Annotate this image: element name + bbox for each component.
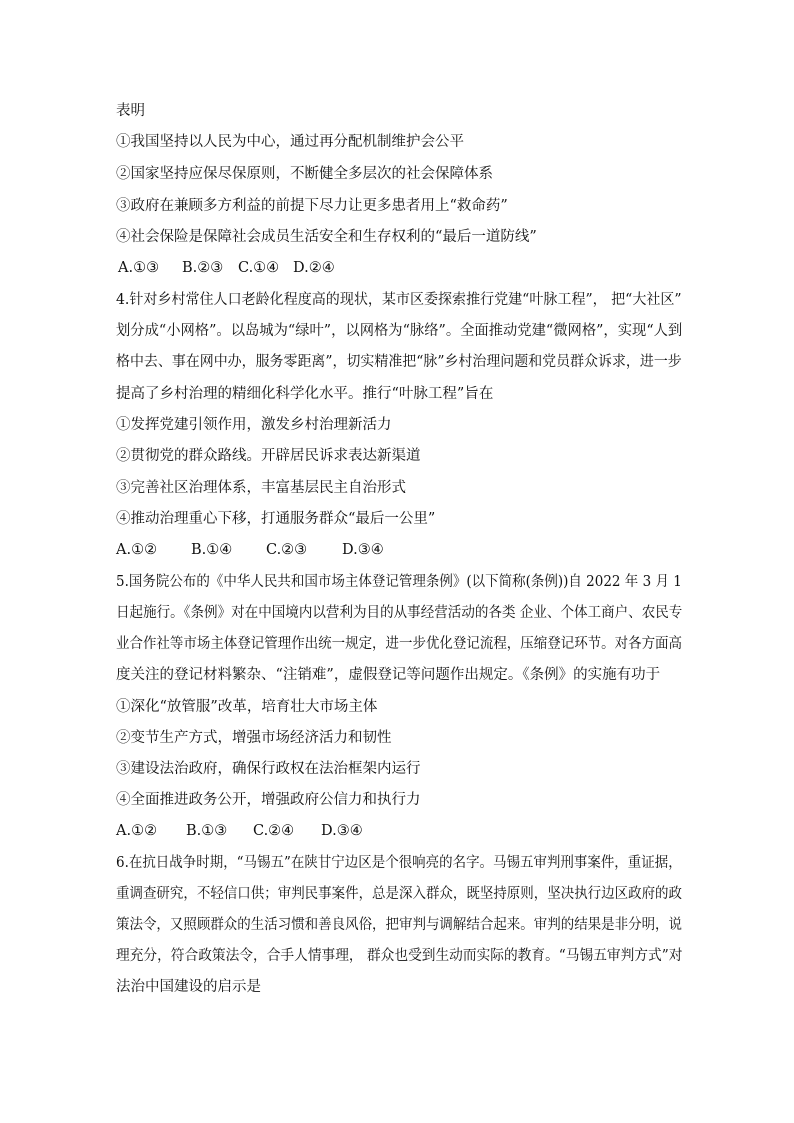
- q4-answer-b: B.①④: [191, 542, 233, 558]
- q6-stem-line-2: 重调查研究，不轻信口供；审判民事案件，总是深入群众，既坚持原则，坚决执行边区政府的政: [116, 886, 683, 902]
- q6-stem-line-3: 策法令，又照顾群众的生活习惯和善良风俗，把审判与调解结合起来。审判的结果是非分明，说: [116, 917, 683, 933]
- q5-answer-a: A.①②: [116, 823, 158, 839]
- q5-stem-line-3: 业合作社等市场主体登记管理作出统一规定，进一步优化登记流程，压缩登记环节。对各方面高: [116, 636, 683, 652]
- q6-stem-line-5: 法治中国建设的启示是: [116, 979, 261, 995]
- q4-option-2: ②贯彻党的群众路线。开辟居民诉求表达新渠道: [116, 448, 421, 464]
- q4-stem-line-1: 4.针对乡村常住人口老龄化程度高的现状，某市区委探索推行党建“叶脉工程”， 把“大社区”: [116, 292, 682, 308]
- q4-option-1: ①发挥党建引领作用，激发乡村治理新活力: [116, 417, 392, 433]
- q6-stem-line-4: 理充分，符合政策法令，合手人情事理， 群众也受到生动而实际的教育。“马锡五审判方式”对: [116, 948, 683, 964]
- q3-answer-b: B.②③: [182, 260, 224, 276]
- q5-option-1: ①深化“放管服”改革，培育壮大市场主体: [116, 699, 378, 715]
- q4-option-3: ③完善社区治理体系，丰富基层民主自治形式: [116, 480, 406, 496]
- q5-stem-line-2: 日起施行。《条例》对在中国境内以营利为目的从事经营活动的各类 企业、个体工商户、农民专: [116, 605, 683, 621]
- q5-option-3: ③建设法治政府，确保行政权在法治框架内运行: [116, 761, 421, 777]
- q5-answer-c: C.②④: [253, 823, 295, 839]
- q4-stem-line-2: 划分成“小网格”。以岛城为“绿叶”，以网格为“脉络”。全面推动党建“微网格”，实现“人到: [116, 323, 683, 339]
- q5-option-4: ④全面推进政务公开，增强政府公信力和执行力: [116, 792, 421, 808]
- q4-stem-line-3: 格中去、事在网中办，服务零距离”，切实精准把“脉”乡村治理问题和党员群众诉求，进一步: [116, 354, 682, 370]
- q3-option-4: ④社会保险是保障社会成员生活安全和生存权利的“最后一道防线”: [116, 229, 537, 245]
- q6-stem-line-1: 6.在抗日战争时期，“马锡五”在陕甘宁边区是个很响亮的名字。马锡五审判刑事案件，重证据，: [116, 855, 682, 871]
- q4-stem-line-4: 提高了乡村治理的精细化科学化水平。推行“叶脉工程”旨在: [116, 386, 494, 402]
- q4-answer-c: C.②③: [266, 542, 308, 558]
- q4-answer-d: D.③④: [342, 542, 384, 558]
- q3-answer-c: C.①④: [238, 260, 280, 276]
- q3-stem-tail: 表明: [116, 103, 145, 119]
- q3-option-1: ①我国坚持以人民为中心，通过再分配机制维护会公平: [116, 134, 464, 150]
- q3-answer-a: A.①③: [118, 260, 160, 276]
- q3-answer-d: D.②④: [293, 260, 335, 276]
- q3-option-2: ②国家坚持应保尽保原则，不断健全多层次的社会保障体系: [116, 166, 493, 182]
- q4-answer-a: A.①②: [116, 542, 158, 558]
- q3-option-3: ③政府在兼顾多方利益的前提下尽力让更多患者用上“救命药”: [116, 198, 508, 214]
- q5-answer-b: B.①③: [186, 823, 228, 839]
- q5-option-2: ②变节生产方式，增强市场经济活力和韧性: [116, 730, 392, 746]
- q5-stem-line-4: 度关注的登记材料繁杂、“注销难”，虚假登记等问题作出规定。《条例》的实施有功于: [116, 667, 661, 683]
- q4-option-4: ④推动治理重心下移，打通服务群众“最后一公里”: [116, 511, 436, 527]
- q5-stem-line-1: 5.国务院公布的《中华人民共和国市场主体登记管理条例》(以下简称(条例))自 2022 年 3 月 1: [116, 574, 682, 590]
- q5-answer-d: D.③④: [321, 823, 363, 839]
